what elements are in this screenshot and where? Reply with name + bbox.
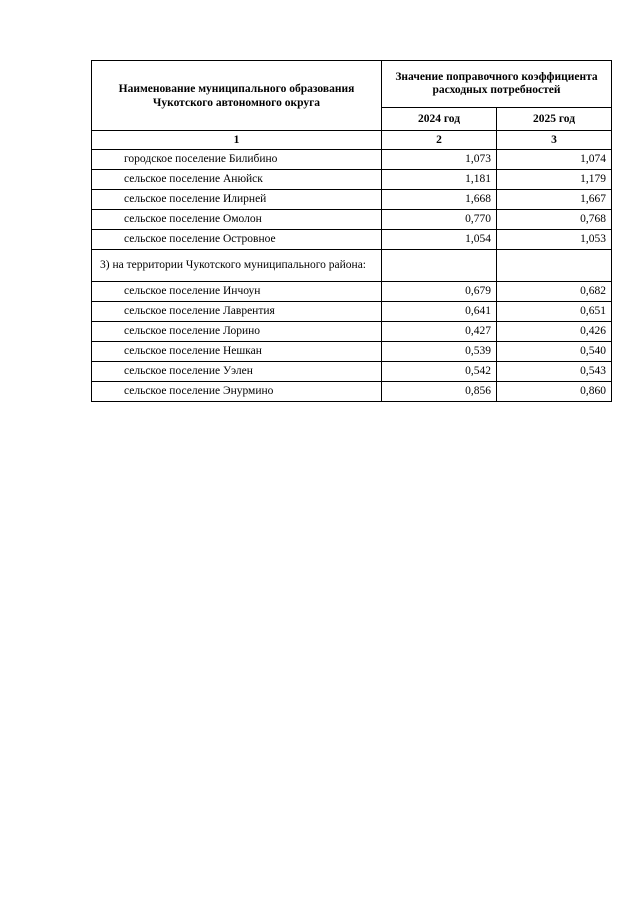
table-header [92,61,612,150]
table-row [92,150,612,170]
group-empty-cell-2024 [382,250,497,282]
municipality-name-cell: сельское поселение Анюйск [92,170,382,190]
group-heading-text: 3) на территории Чукотского муниципального района: [100,259,366,271]
table-row-group-heading [92,250,612,282]
group-heading-cell [92,250,382,282]
municipality-name-cell: сельское поселение Уэлен [92,362,382,382]
table-row [92,382,612,402]
group-empty-cell-2025 [497,250,612,282]
value-2025-cell: 1,074 [497,150,612,170]
value-2025-cell: 1,053 [497,230,612,250]
header-coefficient-value: Значение поправочного коэффициента расходных потребностей [382,61,612,108]
value-2024-cell: 1,073 [382,150,497,170]
table-row [92,190,612,210]
header-year-2025: 2025 год [497,108,612,131]
value-2024-cell: 0,539 [382,342,497,362]
value-2025-cell: 0,768 [497,210,612,230]
table-row [92,210,612,230]
header-year-2024: 2024 год [382,108,497,131]
municipality-name-cell: сельское поселение Лаврентия [92,302,382,322]
municipality-name-cell: городское поселение Билибино [92,150,382,170]
value-2024-cell: 0,770 [382,210,497,230]
municipality-name-cell: сельское поселение Нешкан [92,342,382,362]
header-column-number-2: 2 [382,131,497,150]
municipality-name-cell: сельское поселение Илирней [92,190,382,210]
value-2024-cell: 1,054 [382,230,497,250]
value-2024-cell: 0,641 [382,302,497,322]
value-2024-cell: 0,679 [382,282,497,302]
value-2024-cell: 1,181 [382,170,497,190]
table-row [92,362,612,382]
value-2025-cell: 0,540 [497,342,612,362]
table-row [92,342,612,362]
municipality-name-cell: сельское поселение Островное [92,230,382,250]
value-2024-cell: 0,427 [382,322,497,342]
table-body-part2 [92,282,612,402]
value-2025-cell: 0,426 [497,322,612,342]
municipality-name-cell: сельское поселение Омолон [92,210,382,230]
municipality-name-cell: сельское поселение Лорино [92,322,382,342]
value-2024-cell: 0,542 [382,362,497,382]
value-2025-cell: 0,682 [497,282,612,302]
table-body-part1 [92,150,612,250]
value-2025-cell: 1,667 [497,190,612,210]
table-group-section [92,250,612,282]
table-row [92,170,612,190]
value-2025-cell: 0,543 [497,362,612,382]
value-2025-cell: 0,651 [497,302,612,322]
coefficient-table [91,60,612,402]
table-row [92,282,612,302]
municipality-name-cell: сельское поселение Инчоун [92,282,382,302]
table-row [92,230,612,250]
table-row [92,322,612,342]
table-row [92,302,612,322]
value-2024-cell: 0,856 [382,382,497,402]
value-2024-cell: 1,668 [382,190,497,210]
value-2025-cell: 0,860 [497,382,612,402]
municipality-name-cell: сельское поселение Энурмино [92,382,382,402]
header-municipality-name: Наименование муниципального образования Чукотского автономного округа [92,61,382,131]
value-2025-cell: 1,179 [497,170,612,190]
header-column-number-3: 3 [497,131,612,150]
header-column-number-1: 1 [92,131,382,150]
